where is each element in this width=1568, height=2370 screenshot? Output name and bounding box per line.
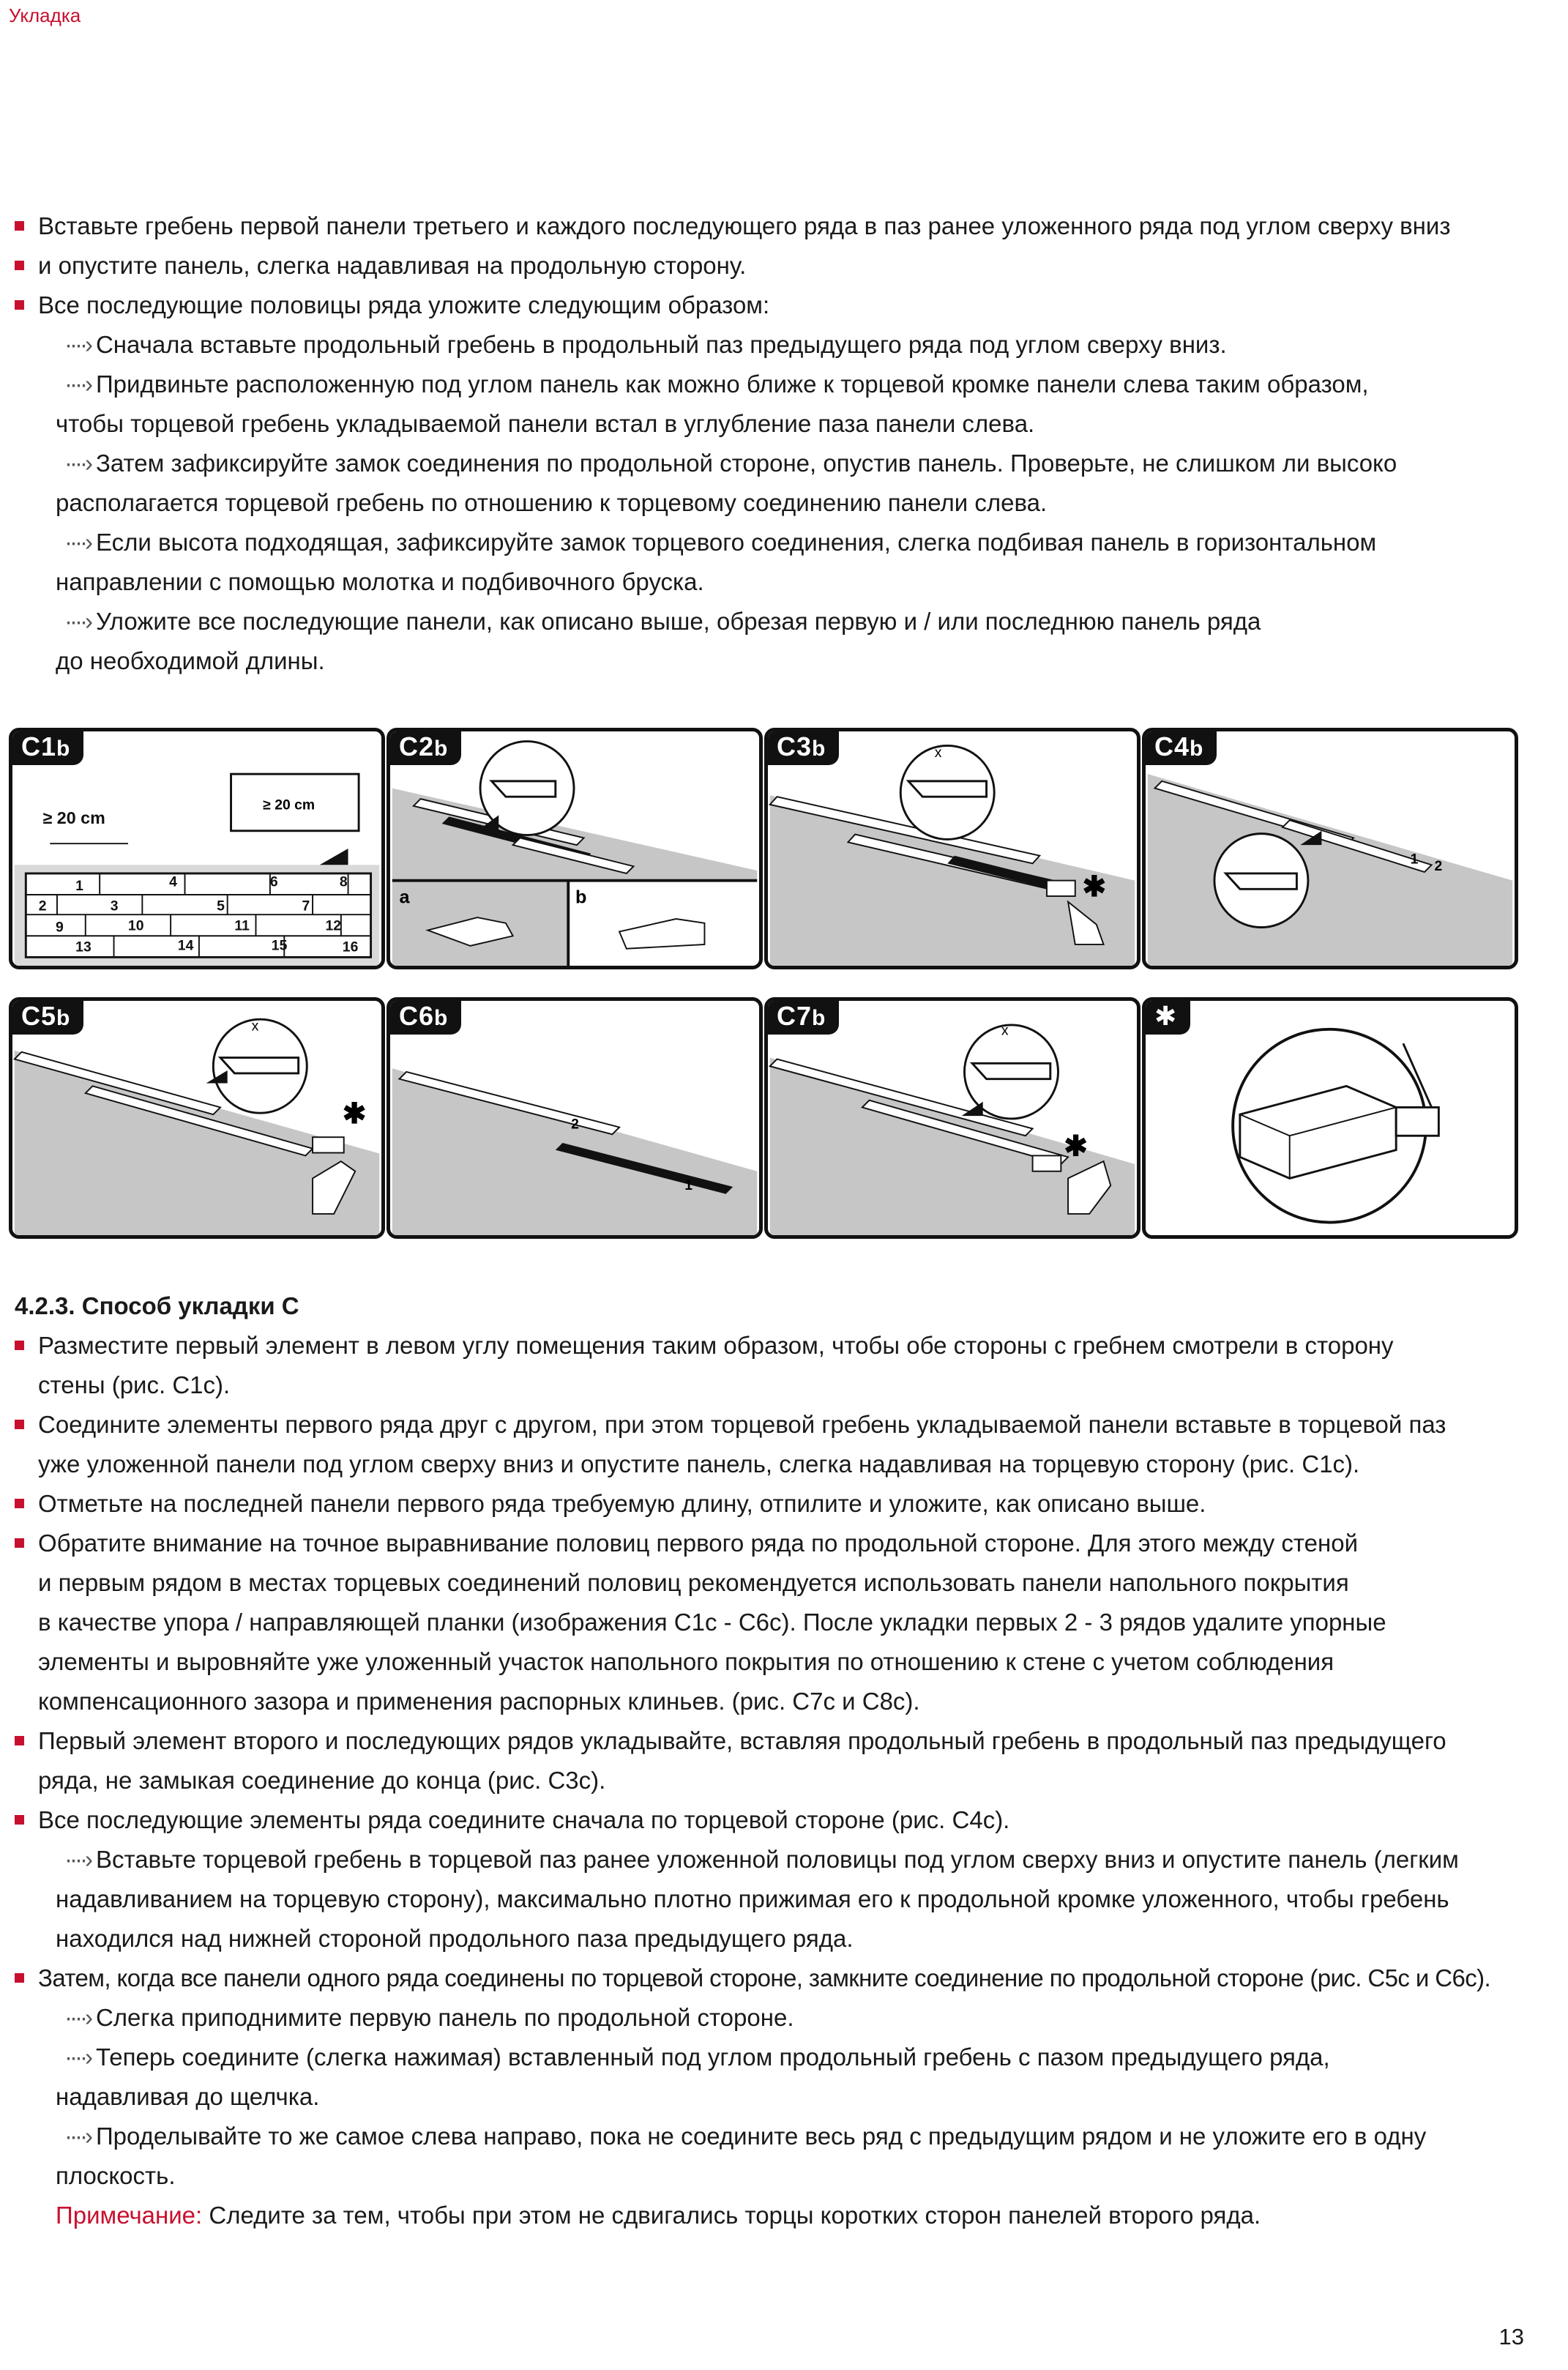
gap-mark-label: x [251, 1018, 259, 1035]
star-marker: ✱ [1064, 1130, 1088, 1163]
arrow-icon: ····› [64, 2004, 90, 2031]
install-diagram [768, 1001, 1137, 1235]
arrow-icon: ····› [64, 1846, 90, 1873]
bullet-text: и опустите панель, слегка надавливая на продольную сторону. [38, 252, 747, 279]
bullet-text: Отметьте на последней панели первого ряда требуемую длину, отпилите и уложите, как описано выше. [38, 1490, 1206, 1517]
sub-continuation [10, 562, 1533, 602]
figure-c7b [764, 997, 1140, 1239]
sub-item [10, 602, 1533, 641]
bullet-item [10, 1721, 1533, 1761]
sub-item [10, 1840, 1533, 1879]
step-number: 2 [571, 1116, 579, 1133]
bullet-item [10, 1326, 1533, 1365]
install-diagram [390, 1001, 759, 1235]
sub-text: до необходимой длины. [56, 647, 325, 674]
figure-label: C4b [1144, 730, 1217, 765]
figure-label: C5b [11, 999, 83, 1035]
step-number: 1 [1410, 851, 1419, 868]
bullet-continuation [10, 1603, 1533, 1642]
sub-continuation [10, 2156, 1533, 2196]
sub-item [10, 1998, 1533, 2038]
sub-text: Придвиньте расположенную под углом панель как можно ближе к торцевой кромке панели слева таким образом, [95, 370, 1369, 398]
plank-number: 9 [56, 919, 64, 936]
sub-text: находился над нижней стороной продольного паза предыдущего ряда. [56, 1925, 854, 1952]
plank-number: 15 [271, 937, 288, 954]
plank-number: 12 [325, 917, 342, 934]
bullet-continuation [10, 1445, 1533, 1484]
page-number: 13 [1498, 2324, 1524, 2349]
plank-number: 7 [302, 898, 310, 914]
note-label: Примечание: [56, 2202, 203, 2229]
figure-label: C3b [766, 730, 839, 765]
sub-item [10, 523, 1533, 562]
bullet-text: элементы и выровняйте уже уложенный участок напольного покрытия по отношению к стене с учетом соблюдения [38, 1648, 1334, 1675]
figure-c5b [9, 997, 385, 1239]
figure-c6b [387, 997, 763, 1239]
bullet-continuation [10, 246, 1533, 286]
sub-continuation [10, 1919, 1533, 1959]
brick-layout-diagram [12, 731, 381, 966]
bullet-item [10, 1800, 1533, 1840]
sub-text: Если высота подходящая, зафиксируйте замок торцевого соединения, слегка подбивая панель в горизонтальном [95, 529, 1377, 556]
bullet-text: стены (рис. С1с). [38, 1371, 231, 1398]
dimension-label: ≥ 20 cm [263, 797, 316, 813]
dimension-label: ≥ 20 cm [42, 808, 105, 828]
sub-text: плоскость. [56, 2162, 176, 2189]
bullet-item [10, 1405, 1533, 1445]
figure-label: C1b [11, 730, 83, 765]
bullet-text: Обратите внимание на точное выравнивание половиц первого ряда по продольной стороне. Для этого между стеной [38, 1529, 1359, 1557]
sub-text: Теперь соедините (слегка нажимая) вставленный под углом продольный гребень с пазом предыдущего ряда, [95, 2043, 1330, 2071]
bullet-text: Вставьте гребень первой панели третьего и каждого последующего ряда в паз ранее уложенного ряда под углом сверху вниз [38, 212, 1451, 239]
sub-text: располагается торцевой гребень по отношению к торцевому соединению панели слева. [56, 489, 1048, 516]
sub-continuation [10, 404, 1533, 444]
sub-item [10, 2117, 1533, 2156]
figure-label: ✱ [1144, 999, 1190, 1035]
bullet-text: уже уложенной панели под углом сверху вниз и опустите панель, слегка надавливая на торцевую сторону (рис. С1с). [38, 1450, 1360, 1477]
sub-panel-label: a [399, 887, 410, 908]
bullet-text: и первым рядом в местах торцевых соединений половиц рекомендуется использовать панели напольного покрытия [38, 1569, 1349, 1596]
sub-continuation [10, 483, 1533, 523]
gap-mark-label: x [1001, 1022, 1009, 1039]
arrow-icon: ····› [64, 2043, 90, 2071]
bullet-text: Разместите первый элемент в левом углу помещения таким образом, чтобы обе стороны с гребнем смотрели в сторону [38, 1332, 1394, 1359]
bullet-text: Соедините элементы первого ряда друг с другом, при этом торцевой гребень укладываемой панели вставьте в торцевой паз [38, 1411, 1446, 1438]
plank-number: 5 [217, 898, 225, 914]
sub-text: надавливанием на торцевую сторону), максимально плотно прижимая его к продольной кромке уложенного, чтобы гребень [56, 1885, 1449, 1912]
bullet-text: Все последующие элементы ряда соедините сначала по торцевой стороне (рис. С4с). [38, 1806, 1010, 1833]
instructions-block-2 [10, 1286, 1533, 2235]
arrow-icon: ····› [64, 331, 90, 358]
figure-star-detail [1142, 997, 1518, 1239]
bullet-continuation [10, 1563, 1533, 1603]
figure-c4b [1142, 728, 1518, 969]
bullet-item [10, 1484, 1533, 1524]
plank-number: 6 [269, 873, 278, 890]
sub-text: Вставьте торцевой гребень в торцевой паз ранее уложенной половицы под углом сверху вниз и опустите панель (легким [95, 1846, 1459, 1873]
step-number: 2 [1434, 858, 1443, 875]
figure-label: C7b [766, 999, 839, 1035]
bullet-text: Первый элемент второго и последующих рядов укладывайте, вставляя продольный гребень в продольный паз предыдущего [38, 1727, 1446, 1754]
figure-label: C2b [389, 730, 461, 765]
install-diagram [12, 1001, 381, 1235]
arrow-icon: ····› [64, 2123, 90, 2150]
figure-label: C6b [389, 999, 461, 1035]
tapping-block-detail [1146, 1001, 1515, 1235]
plank-number: 2 [38, 898, 47, 914]
bullet-continuation [10, 1642, 1533, 1682]
note-text: Следите за тем, чтобы при этом не сдвигались торцы коротких сторон панелей второго ряда. [202, 2202, 1261, 2229]
plank-number: 14 [177, 937, 194, 954]
bullet-item [10, 286, 1533, 325]
bullet-text: ряда, не замыкая соединение до конца (рис. С3с). [38, 1767, 606, 1794]
plank-number: 16 [342, 939, 359, 955]
install-diagram [768, 731, 1137, 966]
arrow-icon: ····› [64, 370, 90, 398]
sub-item [10, 365, 1533, 404]
arrow-icon: ····› [64, 608, 90, 635]
arrow-icon: ····› [64, 529, 90, 556]
step-number: 1 [684, 1177, 693, 1193]
bullet-text: компенсационного зазора и применения распорных клиньев. (рис. С7с и С8с). [38, 1688, 920, 1715]
figure-c1b [9, 728, 385, 969]
sub-item [10, 325, 1533, 365]
figure-c3b [764, 728, 1140, 969]
star-marker: ✱ [342, 1098, 367, 1130]
plank-number: 1 [75, 878, 83, 895]
install-diagram [1146, 731, 1515, 966]
note [10, 2196, 1533, 2235]
arrow-icon: ····› [64, 450, 90, 477]
plank-number: 11 [234, 917, 250, 934]
bullet-text: в качестве упора / направляющей планки (изображения С1с - С6с). После укладки первых 2 - 3 рядов удалите упорные [38, 1609, 1386, 1636]
bullet-continuation [10, 1761, 1533, 1800]
sub-item [10, 2038, 1533, 2077]
bullet-item [10, 1524, 1533, 1563]
gap-mark-label: x [934, 744, 942, 761]
sub-panel-label: b [575, 887, 587, 908]
sub-text: Слегка приподнимите первую панель по продольной стороне. [95, 2004, 794, 2031]
plank-number: 3 [110, 898, 119, 914]
sub-text: Сначала вставьте продольный гребень в продольный паз предыдущего ряда под углом сверху вниз. [95, 331, 1227, 358]
sub-text: Затем зафиксируйте замок соединения по продольной стороне, опустив панель. Проверьте, не слишком ли высоко [95, 450, 1397, 477]
sub-text: Проделывайте то же самое слева направо, пока не соедините весь ряд с предыдущим рядом и не уложите его в одну [95, 2123, 1427, 2150]
plank-number: 13 [75, 939, 92, 955]
plank-number: 10 [127, 917, 144, 934]
sub-text: Уложите все последующие панели, как описано выше, обрезая первую и / или последнюю панель ряда [95, 608, 1261, 635]
bullet-item [10, 206, 1533, 246]
sub-text: направлении с помощью молотка и подбивочного бруска. [56, 568, 704, 595]
bullet-text: Затем, когда все панели одного ряда соединены по торцевой стороне, замкните соединение по продольной стороне (рис. С5с и С6с). [38, 1964, 1491, 1991]
section-header: Укладка [9, 4, 81, 26]
sub-continuation [10, 2077, 1533, 2117]
sub-continuation [10, 1879, 1533, 1919]
plank-number: 8 [339, 873, 348, 890]
bullet-continuation [10, 1365, 1533, 1405]
plank-number: 4 [169, 873, 177, 890]
figure-c2b [387, 728, 763, 969]
bullet-continuation [10, 1682, 1533, 1721]
install-diagram [390, 731, 759, 966]
sub-continuation [10, 641, 1533, 681]
bullet-item [10, 1959, 1533, 1998]
sub-text: надавливая до щелчка. [56, 2083, 320, 2110]
bullet-text: Все последующие половицы ряда уложите следующим образом: [38, 291, 770, 318]
instructions-block-1 [10, 206, 1533, 681]
section-title: 4.2.3. Способ укладки С [15, 1292, 299, 1319]
sub-item [10, 444, 1533, 483]
star-marker: ✱ [1082, 871, 1106, 903]
sub-text: чтобы торцевой гребень укладываемой панели встал в углубление паза панели слева. [56, 410, 1035, 437]
